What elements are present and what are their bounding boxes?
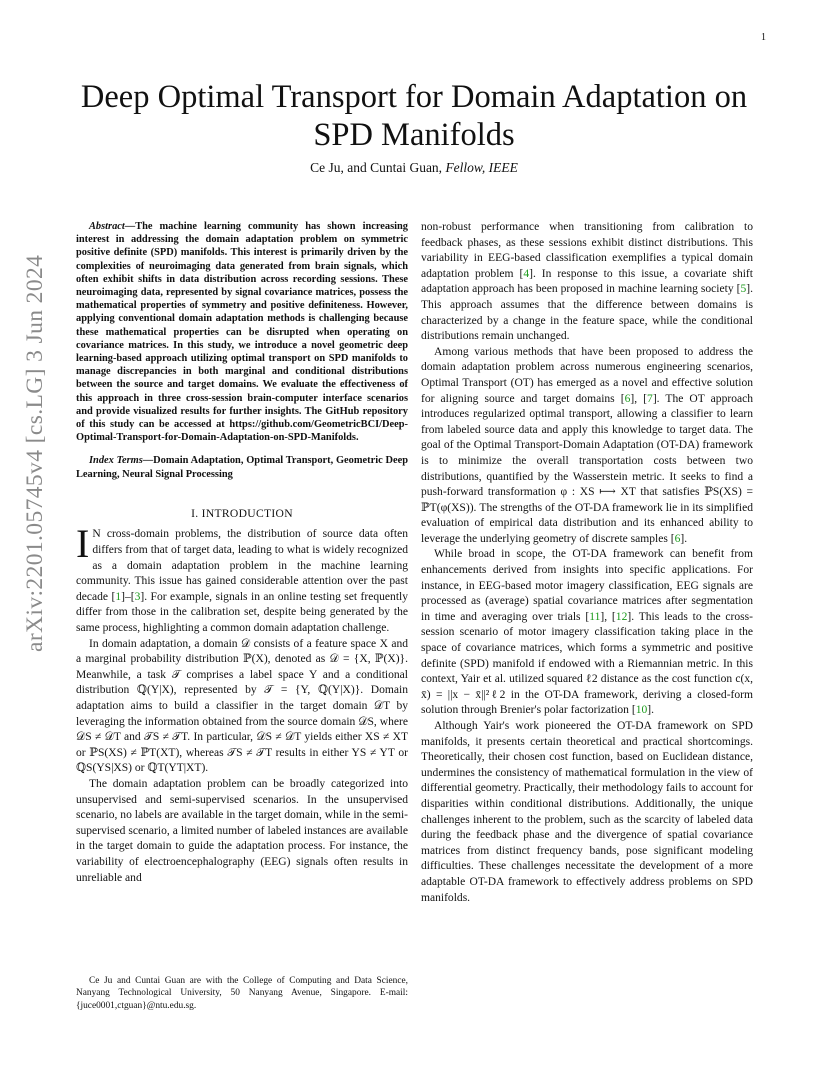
r2-text-a: Among various methods that have been proposed to address the domain adaptation problem across numerous engineering scenarios, Optimal Transport (OT) has emerged as a novel and effective solution for aligning source and target domains [ bbox=[421, 345, 753, 405]
citation-link[interactable]: 1 bbox=[115, 590, 122, 603]
abstract-label: Abstract bbox=[89, 221, 125, 232]
r3-text-a: While broad in scope, the OT-DA framework can benefit from enhancements derived from insights into specific applications. For instance, in EEG-based motor imagery classification, EEG signals are processed as (average) spatial covariance matrices after segmentation in time and averaging over trials [ bbox=[421, 548, 753, 623]
r3-text-c: ]. This leads to the cross-session scenario of motor imagery classification taking place in the space of covariance matrices, which forms a symmetric and positive definite (SPD) manifold if endowed with a Riemannian metric. In this context, Yair et al. utilized squared ℓ2 distance as the cost function c(x, x̄) = ||x − x̄||²ℓ2 in the OT-DA framework, deriving a closed-form solution through Brenier's polar factorization [ bbox=[421, 610, 754, 717]
citation-link[interactable]: 4 bbox=[523, 267, 530, 280]
intro-p1-text-b: ]–[ bbox=[121, 590, 135, 603]
paper-title: Deep Optimal Transport for Domain Adaptation on SPD Manifolds bbox=[80, 79, 748, 153]
citation-link[interactable]: 7 bbox=[647, 392, 653, 405]
abstract-text: —The machine learning community has shown increasing interest in addressing the domain adaptation problem on symmetric positive definite (SPD) manifolds. This interest is primarily driven by the complexities of neuroimaging data generated from brain signals, which often exhibit shifts in data distribution across recording sessions. These neuroimaging data, represented by signal covariance matrices, possess the mathematical properties of symmetry and positive definiteness. However, applying conventional domain adaptation methods is challenging because these mathematical properties can be disrupted when operating on covariance matrices. In this study, we introduce a novel geometric deep learning-based approach utilizing optimal transport on SPD manifolds to manage discrepancies in both marginal and conditional distributions between the source and target domains. We evaluate the effectiveness of this approach in three cross-session brain-computer interface scenarios and provide visualized results for further insights. The GitHub repository of this study can be accessed at https://github.com/GeometricBCI/Deep-Optimal-Transport-for-Domain-Adaptation-on-SPD-Manifolds. bbox=[76, 221, 408, 444]
right-column bbox=[421, 220, 753, 906]
r1-text-a: non-robust performance when transitioning from calibration to feedback phases, as these sessions exhibit distinct distributions. This variability in EEG-based classification exemplifies a typical domain adaptation problem [ bbox=[421, 221, 753, 280]
r2-text-c: ]. The OT approach introduces regularized optimal transport, allowing a classifier to learn from labeled source data and apply this knowledge to target data. The goal of the Optimal Transport-Domain Adaptation (OT-DA) framework is to minimize the overall transportation costs between two distributions, quantified by the Wasserstein metric. It seeks to find a push-forward transformation φ : XS ⟼ XT that satisfies ℙS(XS) = ℙT(φ(XS)). The strengths of the OT-DA framework lie in its simplified evaluation of empirical data distribution and its enhanced ability to leverage the underlying geometry of discrete samples [ bbox=[421, 392, 753, 545]
r3-text-d: ]. bbox=[647, 704, 654, 717]
author-line bbox=[62, 160, 766, 176]
abstract bbox=[76, 220, 408, 444]
left-column bbox=[76, 220, 408, 886]
section-heading: I. INTRODUCTION bbox=[191, 506, 293, 520]
intro-paragraph-3: The domain adaptation problem can be broadly categorized into unsupervised and semi-supervised scenarios. In the unsupervised scenario, no labels are available in the target domain, while in the semi-supervised scenario, a limited number of labeled instances are available in the target domain to guide the adaptation process. For instance, the variability of electroencephalography (EEG) signals often results in unreliable and bbox=[76, 777, 408, 884]
intro-p1-text-c: ]. For example, signals in an online testing set frequently differ from those in the calibration set, despite being generated by the same process, highlighting a common domain adaptation challenge. bbox=[76, 590, 409, 635]
right-paragraph-4: Although Yair's work pioneered the OT-DA framework on SPD manifolds, it presents certain theoretical and practical shortcomings. Theoretically, their chosen cost function, based on Euclidean distance, undermines the consistency of mathematical formulation in the view of differential geometry. Practically, their methodology fails to account for disparities within conditional distributions. Additionally, the unique challenges inherent to the problem, such as the scarcity of labeled data during the feedback phase and the divergence of spatial covariance matrices from distinct frequency bands, pose significant modeling difficulties. These challenges necessitate the development of a more adaptable OT-DA framework to effectively address problems on SPD manifolds. bbox=[421, 720, 753, 904]
citation-link[interactable]: 6 bbox=[674, 532, 681, 545]
citation-link[interactable]: 10 bbox=[635, 704, 648, 717]
citation-link[interactable]: 3 bbox=[134, 590, 141, 603]
r1-text-c: ]. This approach assumes that the difference between domains is characterized by a change in the feature space, while the conditional distributions remain unchanged. bbox=[421, 283, 753, 343]
footnote: Ce Ju and Cuntai Guan are with the College of Computing and Data Science, Nanyang Technological University, 50 Nanyang Avenue, Singapore. E-mail: {juce0001,ctguan}@ntu.edu.sg. bbox=[76, 976, 408, 1011]
index-terms bbox=[76, 454, 408, 480]
author-names: Ce Ju, and Cuntai Guan, bbox=[310, 160, 443, 175]
arxiv-identifier: arXiv:2201.05745v4 [cs.LG] 3 Jun 2024 bbox=[22, 254, 48, 652]
intro-paragraph-2: In domain adaptation, a domain 𝒟 consists of a feature space X and a marginal probability distribution ℙ(X), denoted as 𝒟 = {X, ℙ(X)}. Meanwhile, a task 𝒯 comprises a label space Y and a conditional distribution ℚ(Y|X), represented by 𝒯 = {Y, ℚ(Y|X)}. Domain adaptation aims to build a classifier in the target domain 𝒟T by leveraging the information obtained from the source domain 𝒟S, where 𝒟S ≠ 𝒟T and 𝒯S ≠ 𝒯T. In particular, 𝒟S ≠ 𝒟T yields either XS ≠ XT or ℙS(XS) ≠ ℙT(XT), whereas 𝒯S ≠ 𝒯T results in either YS ≠ YT or ℚS(YS|XS) or ℚT(YT|XT). bbox=[76, 637, 408, 775]
right-paragraph-2 bbox=[421, 345, 753, 548]
citation-link[interactable]: 5 bbox=[740, 283, 747, 296]
r2-text-b: ], [ bbox=[630, 392, 648, 405]
drop-cap: I bbox=[76, 521, 90, 567]
page-number: 1 bbox=[761, 32, 766, 43]
intro-paragraph-1 bbox=[76, 521, 409, 636]
right-paragraph-3 bbox=[421, 547, 753, 719]
intro-p1-text-a: N cross-domain problems, the distribution of source data often differs from that of target data, leading to what is widely recognized as a domain adaptation problem in the machine learning community. This issue has gained considerable attention over the past decade [ bbox=[76, 528, 408, 603]
citation-link[interactable]: 11 bbox=[589, 610, 601, 623]
right-paragraph-1 bbox=[421, 220, 753, 345]
r3-text-b: ], [ bbox=[600, 610, 616, 623]
citation-link[interactable]: 12 bbox=[615, 610, 628, 623]
index-terms-label: Index Terms bbox=[89, 455, 143, 467]
index-terms-text: —Domain Adaptation, Optimal Transport, Geometric Deep Learning, Neural Signal Processing bbox=[76, 455, 408, 480]
author-affiliation-suffix: Fellow, IEEE bbox=[445, 160, 518, 175]
r2-text-d: ]. bbox=[680, 532, 688, 545]
citation-link[interactable]: 6 bbox=[624, 392, 631, 405]
r1-text-b: ]. In response to this issue, a covariate shift adaptation approach has been proposed in machine learning society [ bbox=[421, 267, 753, 296]
